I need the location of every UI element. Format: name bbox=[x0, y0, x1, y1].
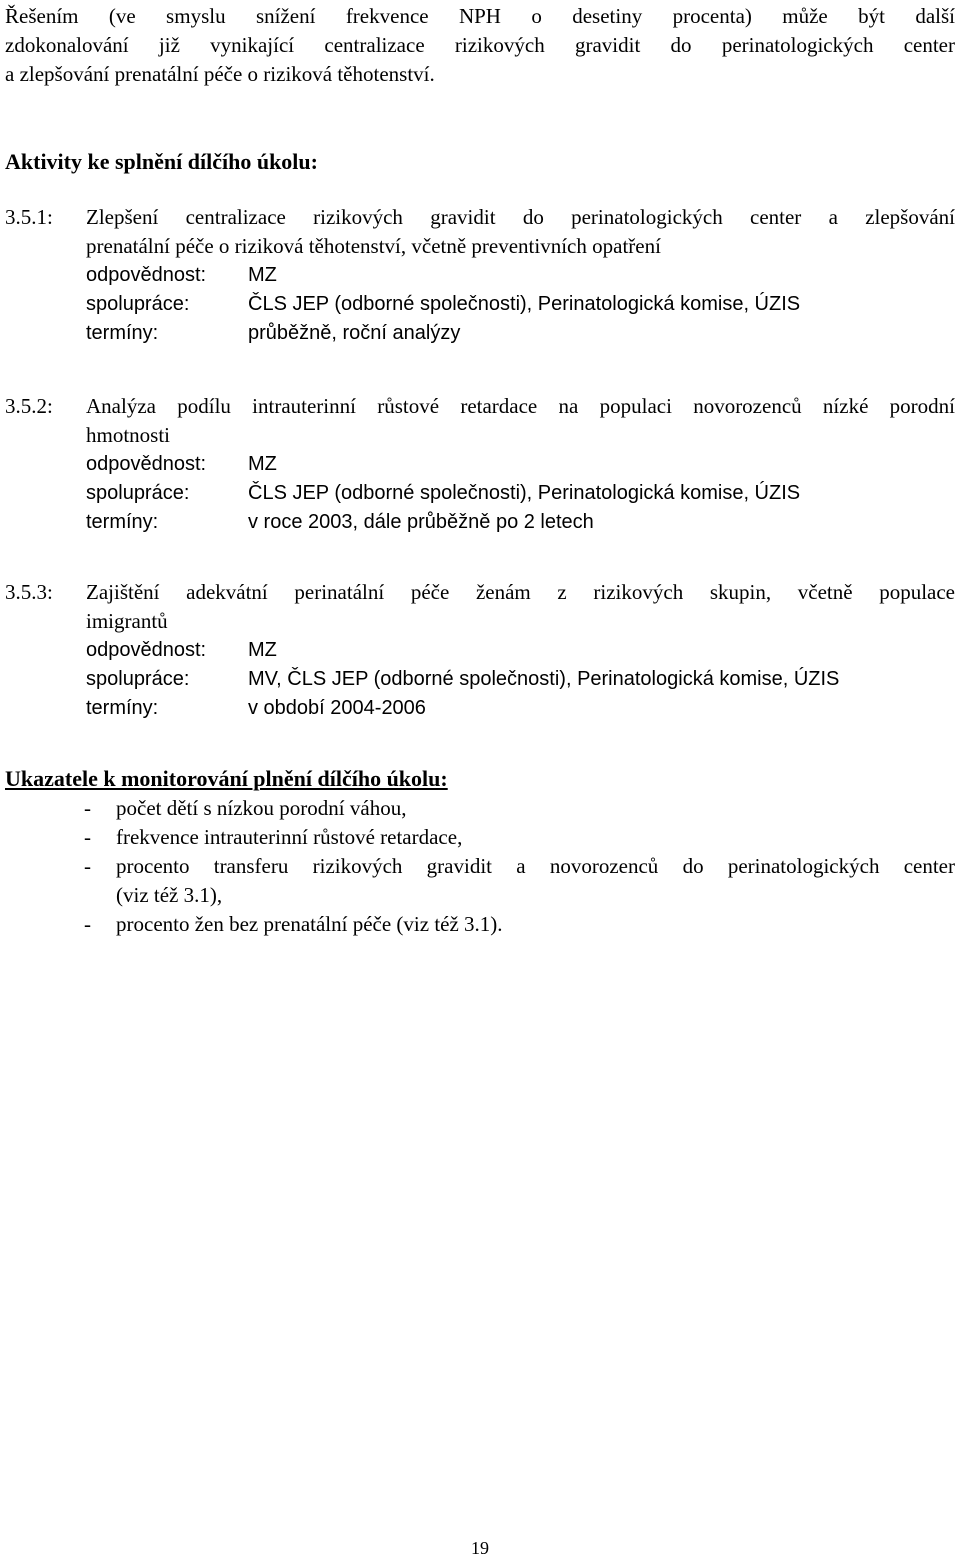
terms-value: v roce 2003, dále průběžně po 2 letech bbox=[248, 511, 594, 533]
responsibility-row bbox=[86, 261, 955, 290]
activity-title bbox=[86, 392, 955, 450]
indicators-list bbox=[5, 794, 955, 939]
page-number: 19 bbox=[471, 1538, 489, 1558]
list-dash: - bbox=[84, 796, 91, 820]
list-item-text: procento transferu rizikových gravidit a novorozenců do perinatologických center bbox=[116, 854, 955, 878]
responsibility-value: MZ bbox=[248, 264, 277, 286]
responsibility-value: MZ bbox=[248, 453, 277, 475]
activity-title-line: prenatální péče o riziková těhotenství, včetně preventivních opatření bbox=[86, 234, 661, 258]
cooperation-label: spolupráce: bbox=[86, 293, 190, 315]
terms-label: termíny: bbox=[86, 697, 159, 719]
terms-row bbox=[86, 508, 955, 537]
activity-number: 3.5.1: bbox=[5, 205, 53, 229]
cooperation-label: spolupráce: bbox=[86, 482, 190, 504]
activity-title-line: Analýza podílu intrauterinní růstové retardace na populaci novorozenců nízké porodní bbox=[86, 394, 955, 418]
terms-row bbox=[86, 694, 955, 723]
activity-body bbox=[86, 392, 955, 537]
terms-value: průběžně, roční analýzy bbox=[248, 322, 461, 344]
cooperation-label: spolupráce: bbox=[86, 668, 190, 690]
responsibility-row bbox=[86, 450, 955, 479]
indicators-heading: Ukazatele k monitorování plnění dílčího úkolu: bbox=[5, 766, 448, 791]
activity-title bbox=[86, 578, 955, 636]
terms-label: termíny: bbox=[86, 322, 159, 344]
list-dash: - bbox=[84, 854, 91, 878]
terms-row bbox=[86, 319, 955, 348]
terms-label: termíny: bbox=[86, 511, 159, 533]
activity-title-line: Zlepšení centralizace rizikových gravidit do perinatologických center a zlepšování bbox=[86, 205, 955, 229]
list-item-text: počet dětí s nízkou porodní váhou, bbox=[116, 796, 407, 820]
list-item-text: frekvence intrauterinní růstové retardace, bbox=[116, 825, 463, 849]
list-item bbox=[5, 794, 955, 823]
activities-heading: Aktivity ke splnění dílčího úkolu: bbox=[5, 149, 318, 174]
cooperation-row bbox=[86, 479, 955, 508]
cooperation-row bbox=[86, 665, 955, 694]
activity-title-line: Zajištění adekvátní perinatální péče ženám z rizikových skupin, včetně populace bbox=[86, 580, 955, 604]
list-item bbox=[5, 823, 955, 852]
responsibility-value: MZ bbox=[248, 639, 277, 661]
list-item bbox=[5, 852, 955, 910]
list-dash: - bbox=[84, 825, 91, 849]
activity-title-line: imigrantů bbox=[86, 609, 168, 633]
responsibility-label: odpovědnost: bbox=[86, 453, 207, 475]
activity-body bbox=[86, 578, 955, 723]
list-item bbox=[5, 910, 955, 939]
terms-value: v období 2004-2006 bbox=[248, 697, 426, 719]
intro-paragraph bbox=[5, 2, 955, 89]
cooperation-value: MV, ČLS JEP (odborné společnosti), Perinatologická komise, ÚZIS bbox=[248, 668, 840, 690]
intro-line: zdokonalování již vynikající centralizace rizikových gravidit do perinatologických center bbox=[5, 33, 955, 57]
activity-title bbox=[86, 203, 955, 261]
list-dash: - bbox=[84, 912, 91, 936]
cooperation-row bbox=[86, 290, 955, 319]
cooperation-value: ČLS JEP (odborné společnosti), Perinatologická komise, ÚZIS bbox=[248, 293, 801, 315]
list-item-text: (viz též 3.1), bbox=[116, 883, 223, 907]
intro-line: Řešením (ve smyslu snížení frekvence NPH o desetiny procenta) může být další bbox=[5, 4, 955, 28]
list-item-text: procento žen bez prenatální péče (viz též 3.1). bbox=[116, 912, 503, 936]
activity-number: 3.5.2: bbox=[5, 394, 53, 418]
responsibility-row bbox=[86, 636, 955, 665]
cooperation-value: ČLS JEP (odborné společnosti), Perinatologická komise, ÚZIS bbox=[248, 482, 801, 504]
activity-number: 3.5.3: bbox=[5, 580, 53, 604]
responsibility-label: odpovědnost: bbox=[86, 264, 207, 286]
activity-body bbox=[86, 203, 955, 348]
responsibility-label: odpovědnost: bbox=[86, 639, 207, 661]
intro-line: a zlepšování prenatální péče o riziková těhotenství. bbox=[5, 62, 435, 86]
activity-title-line: hmotnosti bbox=[86, 423, 171, 447]
